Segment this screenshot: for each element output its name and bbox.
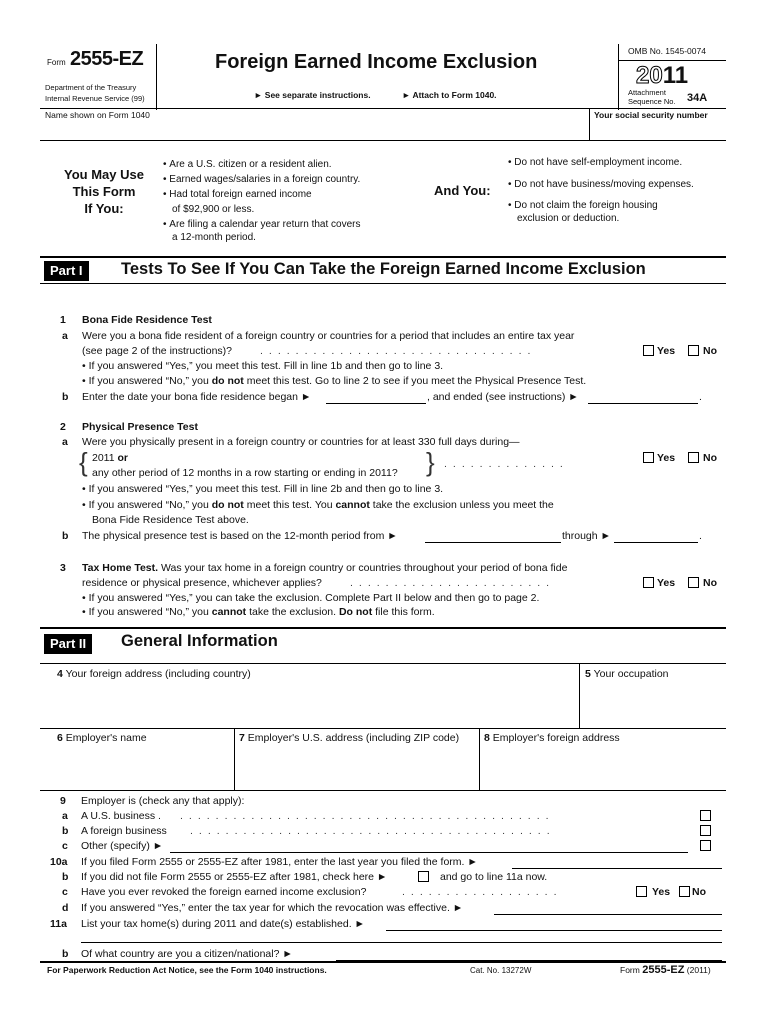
line10b-post: and go to line 11a now. bbox=[440, 871, 548, 883]
eligibility-item: • Do not have self-employment income. bbox=[508, 157, 682, 168]
line1a-yes-checkbox[interactable] bbox=[643, 345, 654, 356]
line11b-letter: b bbox=[62, 948, 69, 960]
line2b-through: through ► bbox=[562, 530, 611, 542]
sequence-label: Sequence No. bbox=[628, 97, 676, 106]
line2b-letter: b bbox=[62, 530, 69, 542]
line1b-text: Enter the date your bona fide residence began ► bbox=[82, 391, 312, 403]
line9b-checkbox[interactable] bbox=[700, 825, 711, 836]
line10c-yes-checkbox[interactable] bbox=[636, 886, 647, 897]
line8-text: Employer's foreign address bbox=[492, 732, 620, 744]
line9a-letter: a bbox=[62, 810, 68, 822]
line10d-letter: d bbox=[62, 902, 69, 914]
line2a-yes-label: Yes bbox=[657, 452, 676, 464]
foreign-address-field[interactable] bbox=[41, 683, 578, 727]
line2-bullet-yes: • If you answered “Yes,” you meet this test. Fill in line 2b and then go to line 3. bbox=[82, 483, 443, 495]
bullet-text: take the exclusion unless you meet the bbox=[369, 499, 554, 511]
eligibility-item-cont: a 12-month period. bbox=[172, 232, 256, 243]
line10c-letter: c bbox=[62, 886, 68, 898]
line1-bullet-yes: • If you answered “Yes,” you meet this test. Fill in line 1b and then go to line 3. bbox=[82, 360, 443, 372]
line1b-began-field[interactable] bbox=[326, 391, 426, 404]
line4-number: 4 bbox=[57, 668, 63, 680]
line10a-year-field[interactable] bbox=[512, 856, 722, 869]
line4-label bbox=[57, 668, 251, 680]
year-bold: 11 bbox=[662, 62, 689, 89]
bold-text: cannot bbox=[335, 499, 370, 511]
line9c-letter: c bbox=[62, 840, 68, 852]
line6-text: Employer's name bbox=[65, 732, 147, 744]
line9c-text: Other (specify) ► bbox=[81, 840, 164, 852]
you-may-use-line2: This Form bbox=[72, 184, 136, 199]
employer-name-field[interactable] bbox=[41, 747, 233, 789]
line2a-brace-left: { bbox=[79, 447, 88, 477]
line9a-text: A U.S. business . bbox=[81, 810, 161, 822]
line2-number: 2 bbox=[60, 421, 66, 433]
option-or: or bbox=[117, 452, 128, 464]
irs: Internal Revenue Service (99) bbox=[45, 94, 145, 103]
line1b-ended-field[interactable] bbox=[588, 391, 698, 404]
line1a-text: Were you a bona fide resident of a foreign country or countries for a period that includes an entire tax year bbox=[82, 330, 575, 342]
line1a-no-label: No bbox=[703, 345, 717, 357]
eligibility-item: • Had total foreign earned income bbox=[163, 187, 361, 202]
year-outline: 20 bbox=[636, 62, 663, 89]
line7-text: Employer's U.S. address (including ZIP code) bbox=[247, 732, 460, 744]
part2-tag: Part II bbox=[44, 634, 92, 654]
eligibility-left-list bbox=[163, 157, 361, 243]
form-title: Foreign Earned Income Exclusion bbox=[215, 51, 538, 73]
bullet-text: • If you answered “No,” you bbox=[82, 375, 212, 387]
ssn-label: Your social security number bbox=[594, 110, 708, 120]
line4-text: Your foreign address (including country) bbox=[65, 668, 251, 680]
bullet-text: • If you answered “No,” you bbox=[82, 499, 212, 511]
line3-bullet-yes: • If you answered “Yes,” you can take the exclusion. Complete Part II below and then go to page 2. bbox=[82, 592, 539, 604]
line8-number: 8 bbox=[484, 732, 490, 744]
line11a-field-2[interactable] bbox=[81, 930, 722, 943]
employer-foreign-address-field[interactable] bbox=[480, 747, 726, 789]
line10d-text: If you answered “Yes,” enter the tax year for which the revocation was effective. ► bbox=[81, 902, 464, 914]
line3-bullet-no bbox=[82, 606, 435, 618]
line5-label bbox=[585, 668, 669, 680]
footer-form-number: 2555-EZ bbox=[642, 964, 685, 976]
line6-label bbox=[57, 732, 147, 744]
line2-title: Physical Presence Test bbox=[82, 421, 198, 433]
eligibility-item-cont: of $92,900 or less. bbox=[172, 204, 255, 215]
sequence-number: 34A bbox=[687, 92, 708, 104]
line10b-text: If you did not file Form 2555 or 2555-EZ after 1981, check here ► bbox=[81, 871, 388, 883]
line7-number: 7 bbox=[239, 732, 245, 744]
eligibility-item: • Are a U.S. citizen or a resident alien. bbox=[163, 157, 361, 172]
line2-bullet-no-cont: Bona Fide Residence Test above. bbox=[92, 514, 249, 526]
line2a-brace-right: } bbox=[426, 447, 435, 477]
line2-bullet-no bbox=[82, 499, 554, 511]
line3-text2: residence or physical presence, whichever applies? bbox=[82, 577, 322, 589]
line10a-text: If you filed Form 2555 or 2555-EZ after 1981, enter the last year you filed the form. ► bbox=[81, 856, 478, 868]
eligibility-item: • Do not claim the foreign housing bbox=[508, 200, 658, 211]
option-text: 2011 bbox=[92, 452, 118, 464]
you-may-use-line3: If You: bbox=[84, 201, 124, 216]
line3-yes-label: Yes bbox=[657, 577, 676, 589]
eligibility-item-cont: exclusion or deduction. bbox=[517, 213, 620, 224]
line10c-no-checkbox[interactable] bbox=[679, 886, 690, 897]
and-you-heading: And You: bbox=[434, 183, 491, 198]
footer-form bbox=[620, 964, 711, 976]
bullet-text: file this form. bbox=[372, 606, 435, 618]
name-shown-label: Name shown on Form 1040 bbox=[45, 110, 150, 120]
footer-form-word: Form bbox=[620, 965, 640, 975]
line2a-option1 bbox=[92, 452, 128, 464]
line1-number: 1 bbox=[60, 314, 66, 326]
department: Department of the Treasury bbox=[45, 83, 137, 92]
bold-text: do not bbox=[211, 375, 244, 387]
part1-tag: Part I bbox=[44, 261, 89, 281]
line2a-no-checkbox[interactable] bbox=[688, 452, 699, 463]
line10b-checkbox[interactable] bbox=[418, 871, 429, 882]
bullet-text: • If you answered “No,” you bbox=[82, 606, 212, 618]
line1b-letter: b bbox=[62, 391, 69, 403]
omb-number: OMB No. 1545-0074 bbox=[628, 46, 706, 56]
line9b-letter: b bbox=[62, 825, 69, 837]
line10d-year-field[interactable] bbox=[494, 902, 722, 915]
line2b-through-field[interactable] bbox=[614, 530, 698, 543]
line3-number: 3 bbox=[60, 562, 66, 574]
line5-text: Your occupation bbox=[593, 668, 669, 680]
tax-year bbox=[636, 62, 688, 90]
cat-number: Cat. No. 13272W bbox=[470, 966, 532, 975]
occupation-field[interactable] bbox=[580, 683, 726, 727]
line6-number: 6 bbox=[57, 732, 63, 744]
eligibility-item: • Are filing a calendar year return that covers bbox=[163, 217, 361, 232]
line2b-from-field[interactable] bbox=[425, 530, 561, 543]
bullet-text: meet this test. You bbox=[243, 499, 336, 511]
line1a-no-checkbox[interactable] bbox=[688, 345, 699, 356]
line2a-no-label: No bbox=[703, 452, 717, 464]
line2a-option2: any other period of 12 months in a row starting or ending in 2011? bbox=[92, 467, 398, 479]
line5-number: 5 bbox=[585, 668, 591, 680]
attachment-label: Attachment bbox=[628, 88, 666, 97]
line3-no-checkbox[interactable] bbox=[688, 577, 699, 588]
line9a-checkbox[interactable] bbox=[700, 810, 711, 821]
ssn-field[interactable] bbox=[590, 120, 726, 140]
form-label: Form bbox=[47, 58, 66, 67]
footer-year: (2011) bbox=[686, 965, 711, 975]
you-may-use-heading bbox=[54, 166, 154, 217]
line10c-yes-label: Yes bbox=[652, 886, 671, 898]
line7-label bbox=[239, 732, 459, 744]
line1a-letter: a bbox=[62, 330, 68, 342]
employer-us-address-field[interactable] bbox=[235, 747, 478, 789]
line3-text bbox=[82, 562, 567, 574]
eligibility-item: • Do not have business/moving expenses. bbox=[508, 179, 694, 190]
line3-no-label: No bbox=[703, 577, 717, 589]
attach-to-1040: ► Attach to Form 1040. bbox=[402, 90, 497, 100]
line11a-text: List your tax home(s) during 2011 and date(s) established. ► bbox=[81, 918, 365, 930]
line2a-text: Were you physically present in a foreign country or countries for at least 330 full days during— bbox=[82, 436, 520, 448]
part1-title: Tests To See If You Can Take the Foreign Earned Income Exclusion bbox=[121, 260, 646, 278]
eligibility-item: • Earned wages/salaries in a foreign country. bbox=[163, 172, 361, 187]
part2-title: General Information bbox=[121, 632, 278, 650]
line9-text: Employer is (check any that apply): bbox=[81, 795, 245, 807]
paperwork-notice: For Paperwork Reduction Act Notice, see the Form 1040 instructions. bbox=[47, 965, 327, 975]
line3-yes-checkbox[interactable] bbox=[643, 577, 654, 588]
line1a-yes-label: Yes bbox=[657, 345, 676, 357]
line2a-letter: a bbox=[62, 436, 68, 448]
see-instructions: ► See separate instructions. bbox=[254, 90, 371, 100]
line9-number: 9 bbox=[60, 795, 66, 807]
line9b-text: A foreign business bbox=[81, 825, 167, 837]
line10b-letter: b bbox=[62, 871, 69, 883]
line10c-text: Have you ever revoked the foreign earned income exclusion? bbox=[81, 886, 367, 898]
line10c-no-label: No bbox=[692, 886, 706, 898]
form-number: 2555-EZ bbox=[70, 48, 144, 70]
name-field[interactable] bbox=[40, 120, 588, 140]
bullet-text: take the exclusion. bbox=[246, 606, 339, 618]
line9c-checkbox[interactable] bbox=[700, 840, 711, 851]
line2a-yes-checkbox[interactable] bbox=[643, 452, 654, 463]
line9c-specify-field[interactable] bbox=[170, 840, 688, 853]
line11a-number: 11a bbox=[50, 918, 67, 930]
line11b-field[interactable] bbox=[336, 948, 722, 961]
line3-title: Tax Home Test. bbox=[82, 562, 159, 574]
bullet-text: meet this test. Go to line 2 to see if you meet the Physical Presence Test. bbox=[243, 375, 587, 387]
line11b-text: Of what country are you a citizen/national? ► bbox=[81, 948, 293, 960]
line3-question: Was your tax home in a foreign country or countries throughout your period of bona fide bbox=[158, 562, 568, 574]
line1-title: Bona Fide Residence Test bbox=[82, 314, 212, 326]
line1a-text2: (see page 2 of the instructions)? bbox=[82, 345, 233, 357]
line1b-mid: , and ended (see instructions) ► bbox=[427, 391, 579, 403]
line1-bullet-no bbox=[82, 375, 586, 387]
line8-label bbox=[484, 732, 620, 744]
line10a-number: 10a bbox=[50, 856, 68, 868]
bold-text: do not bbox=[211, 499, 244, 511]
line2b-text: The physical presence test is based on the 12-month period from ► bbox=[82, 530, 398, 542]
you-may-use-line1: You May Use bbox=[64, 167, 144, 182]
bold-text: Do not bbox=[338, 606, 373, 618]
bold-text: cannot bbox=[211, 606, 247, 618]
